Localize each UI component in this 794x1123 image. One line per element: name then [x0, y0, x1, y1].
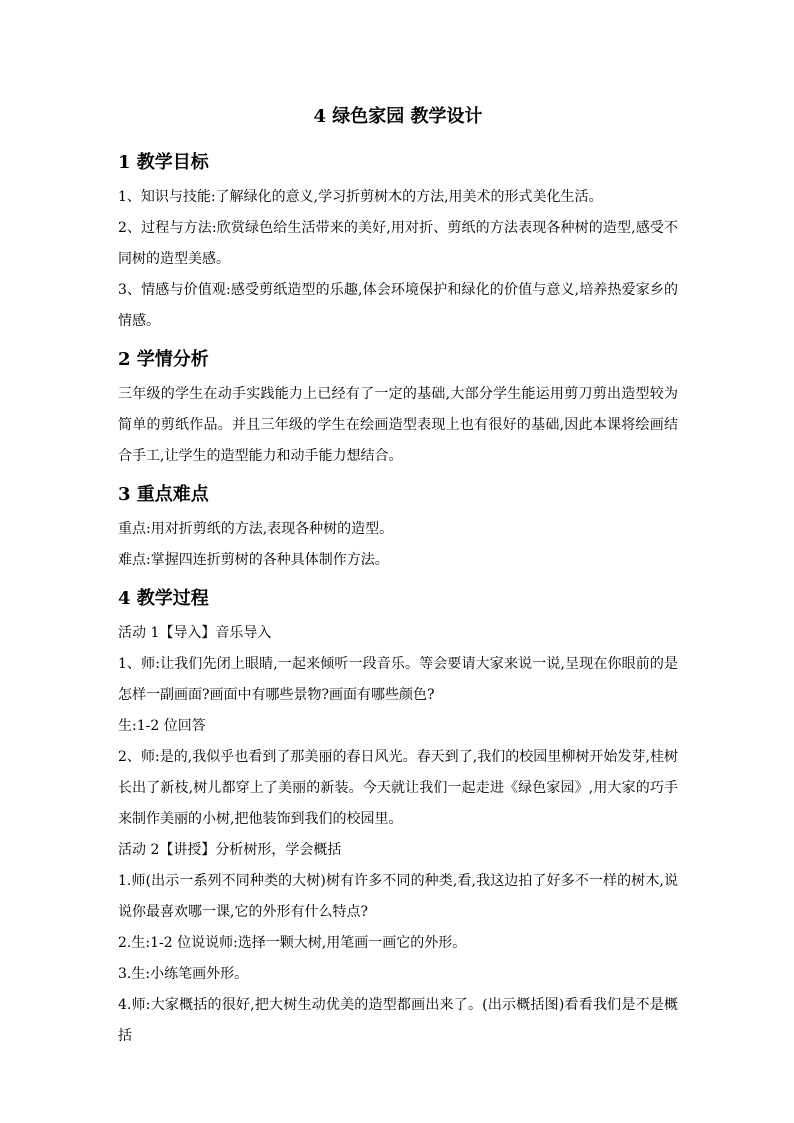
section-heading: 4 教学过程: [118, 588, 209, 609]
section-key-difficulties: [118, 482, 678, 576]
section-heading: 2 学情分析: [118, 349, 209, 370]
paragraph: 3、情感与价值观:感受剪纸造型的乐趣,体会环境保护和绿化的价值与意义,培养热爱家乡的情感。: [118, 282, 678, 329]
paragraph: 重点:用对折剪纸的方法,表现各种树的造型。: [118, 521, 394, 537]
document-title: 4 绿色家园 教学设计: [313, 106, 483, 127]
activity-title: 活动 1【导入】音乐导入: [118, 625, 272, 641]
paragraph: 4.师:大家概括的很好,把大树生动优美的造型都画出来了。(出示概括图)看看我们是不是概括: [118, 997, 678, 1044]
paragraph: 2、过程与方法:欣赏绿色给生活带来的美好,用对折、剪纸的方法表现各种树的造型,感受不同树的造型美感。: [118, 220, 678, 267]
section-heading: 3 重点难点: [118, 484, 209, 505]
paragraph: 1、知识与技能:了解绿化的意义,学习折剪树木的方法,用美术的形式美化生活。: [118, 189, 603, 205]
paragraph: 2.生:1-2 位说说师:选择一颗大树,用笔画一画它的外形。: [118, 935, 467, 951]
section-teaching-goals: [118, 150, 678, 337]
paragraph: 三年级的学生在动手实践能力上已经有了一定的基础,大部分学生能运用剪刀剪出造型较为简单的剪纸作品。并且三年级的学生在绘画造型表现上也有很好的基础,因此本课将绘画结合手工,让学生的造型能力和动手能力想结合。: [118, 386, 678, 464]
paragraph: 1.师(出示一系列不同种类的大树)树有许多不同的种类,看,我这边拍了好多不一样的树木,说说你最喜欢哪一课,它的外形有什么特点?: [118, 873, 678, 920]
section-teaching-process: [118, 586, 678, 1052]
paragraph: 3.生:小练笔画外形。: [118, 966, 249, 982]
paragraph: 1、师:让我们先闭上眼睛,一起来倾听一段音乐。等会要请大家来说一说,呈现在你眼前的是怎样一副画面?画面中有哪些景物?画面有哪些颜色?: [118, 656, 678, 703]
paragraph: 难点:掌握四连折剪树的各种具体制作方法。: [118, 552, 389, 568]
paragraph: 2、师:是的,我似乎也看到了那美丽的春日风光。春天到了,我们的校园里柳树开始发芽,桂树长出了新枝,树儿都穿上了美丽的新装。今天就让我们一起走进《绿色家园》,用大家的巧手来制作美丽的小树,把他装饰到我们的校园里。: [118, 749, 678, 827]
paragraph: 生:1-2 位回答: [118, 718, 206, 734]
activity-title: 活动 2【讲授】分析树形，学会概括: [118, 842, 342, 858]
document-page: [118, 104, 678, 1062]
section-heading: 1 教学目标: [118, 152, 209, 173]
section-student-analysis: [118, 347, 678, 472]
